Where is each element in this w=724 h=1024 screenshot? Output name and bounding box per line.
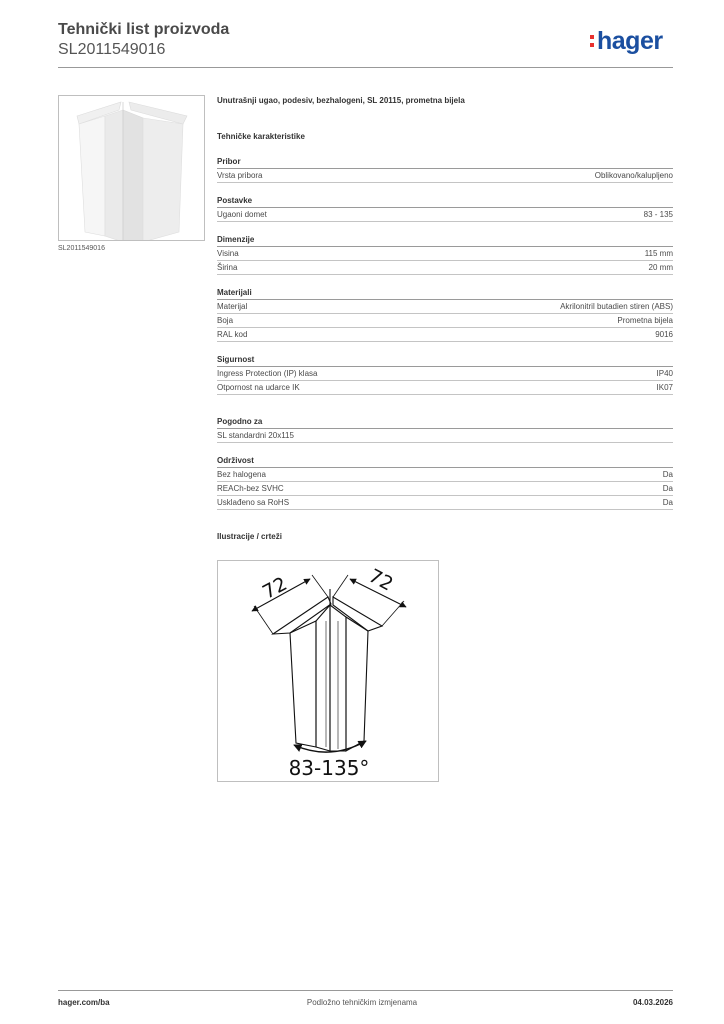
group-title: Sigurnost — [217, 355, 673, 367]
spec-label: Boja — [217, 316, 234, 325]
spec-row — [217, 208, 673, 222]
spec-value: 83 - 135 — [643, 210, 673, 219]
spec-row — [217, 247, 673, 261]
spec-row — [217, 482, 673, 496]
spec-value: Da — [662, 484, 673, 493]
dim-right-label: 72 — [364, 564, 397, 596]
spec-label: Ingress Protection (IP) klasa — [217, 369, 318, 378]
group-title: Dimenzije — [217, 235, 673, 247]
spec-value: 9016 — [655, 330, 673, 339]
illustrations-title: Ilustracije / crteži — [217, 532, 282, 541]
footer-date: 04.03.2026 — [632, 998, 673, 1007]
spec-group-dimenzije — [217, 235, 673, 275]
spec-value: 115 mm — [644, 249, 673, 258]
spec-label: Bez halogena — [217, 470, 266, 479]
spec-label: Širina — [217, 263, 238, 272]
product-photo — [58, 95, 205, 241]
spec-row — [217, 367, 673, 381]
spec-value: Da — [662, 498, 673, 507]
spec-row — [217, 261, 673, 275]
spec-group-odrzivost — [217, 456, 673, 510]
logo-text: hager — [597, 27, 663, 55]
spec-label: REACh-bez SVHC — [217, 484, 284, 493]
spec-label: Vrsta pribora — [217, 171, 263, 180]
dim-left-label: 72 — [259, 572, 291, 604]
spec-row — [217, 468, 673, 482]
spec-group-materijali — [217, 288, 673, 342]
spec-value: IK07 — [656, 383, 673, 392]
spec-group-postavke — [217, 196, 673, 222]
header-divider — [58, 67, 673, 68]
group-title: Materijali — [217, 288, 673, 300]
spec-row — [217, 314, 673, 328]
spec-row — [217, 300, 673, 314]
spec-row — [217, 169, 673, 183]
spec-value: Prometna bijela — [617, 316, 673, 325]
group-title: Postavke — [217, 196, 673, 208]
footer-website-link[interactable]: hager.com/ba — [58, 998, 110, 1007]
spec-label: Otpornost na udarce IK — [217, 383, 300, 392]
corner-drawing-icon — [218, 561, 440, 783]
spec-row — [217, 328, 673, 342]
spec-value: IP40 — [656, 369, 673, 378]
logo-dots-icon — [590, 26, 596, 56]
group-title: Pribor — [217, 157, 673, 169]
spec-label: SL standardni 20x115 — [217, 431, 294, 440]
spec-row — [217, 381, 673, 395]
product-number: SL2011549016 — [58, 41, 166, 58]
spec-value: Oblikovano/kalupljeno — [594, 171, 673, 180]
spec-row — [217, 429, 673, 443]
group-title: Pogodno za — [217, 417, 673, 429]
document-title: Tehnički list proizvoda — [58, 21, 230, 38]
spec-row — [217, 496, 673, 510]
spec-column — [217, 96, 673, 541]
spec-value: Da — [662, 470, 673, 479]
spec-label: Ugaoni domet — [217, 210, 267, 219]
spec-label: RAL kod — [217, 330, 248, 339]
spec-group-pogodno-za — [217, 417, 673, 443]
footer-note: Podložno tehničkim izmjenama — [306, 998, 418, 1007]
spec-group-pribor — [217, 157, 673, 183]
spec-value: 20 mm — [648, 263, 673, 272]
spec-value: Akrilonitril butadien stiren (ABS) — [560, 302, 673, 311]
tech-title: Tehničke karakteristike — [217, 132, 305, 141]
hager-logo — [590, 26, 663, 56]
footer-divider — [58, 990, 673, 991]
corner-photo-icon — [59, 96, 205, 241]
spec-label: Usklađeno sa RoHS — [217, 498, 290, 507]
spec-group-sigurnost — [217, 355, 673, 395]
group-title: Održivost — [217, 456, 673, 468]
product-description: Unutrašnji ugao, podesiv, bezhalogeni, SL 20115, prometna bijela — [217, 96, 465, 105]
spec-label: Materijal — [217, 302, 248, 311]
document-header — [58, 20, 229, 60]
technical-drawing — [217, 560, 439, 782]
angle-label: 83-135° — [288, 756, 370, 780]
spec-label: Visina — [217, 249, 239, 258]
photo-caption: SL2011549016 — [58, 245, 105, 252]
